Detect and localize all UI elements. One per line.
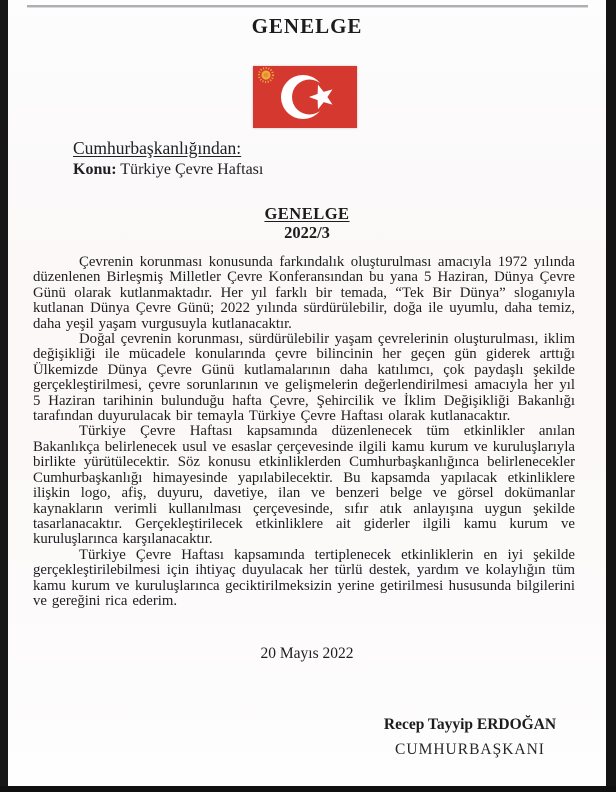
scan-border-right xyxy=(606,0,616,792)
turkish-flag-icon xyxy=(253,66,357,128)
scan-border-bottom xyxy=(0,786,616,792)
paragraph-4: Türkiye Çevre Haftası kapsamında tertiplenecek etkinliklerin en iyi şekilde gerçekleştirilebilmesi için ihtiyaç duyulacak her türlü destek, yardım ve kolaylığın tüm kamu kurum ve kuruluşlarınca geciktirilmeksizin yerine getirilmesi hususunda bilgilerini ve gereğini rica ederim. xyxy=(33,546,575,609)
paragraph-2: Doğal çevrenin korunması, sürdürülebilir yaşam çevrelerinin oluşturulması, iklim değişikliği ile mücadele konularında çevre bilincinin her geçen gün giderek arttığı Ülkemizde Dünya Çevre Günü kutlamalarının daha katılımcı, çok paydaşlı şekilde gerçekleştirilmesi, çevre sorunlarının ve gelişmelerin değerlendirilmesi amacıyla her yıl 5 Haziran tarihinin bulunduğu hafta Çevre, Şehircilik ve İklim Değişikliği Bakanlığı tarafından duyurulacak bir temayla Türkiye Çevre Haftası olarak kutlanacaktır. xyxy=(33,331,575,425)
document-page xyxy=(8,0,606,786)
circular-title: GENELGE xyxy=(264,204,350,223)
paragraph-1: Çevrenin korunması konusunda farkındalık oluşturulması amacıyla 1972 yılında düzenlenen Birleşmiş Milletler Çevre Konferansından bu yana 5 Haziran, Dünya Çevre Günü olarak kutlanmaktadır. Her yıl farklı bir temada, “Tek Bir Dünya” sloganıyla kutlanan Dünya Çevre Günü; 2022 yılında sürdürülebilir, doğa ile uyumlu, daha temiz, daha yeşil yaşam vurgusuyla kutlanacaktır. xyxy=(33,254,575,332)
circular-body xyxy=(33,255,575,609)
subject-value: Türkiye Çevre Haftası xyxy=(120,161,264,178)
paragraph-3: Türkiye Çevre Haftası kapsamında düzenlenecek tüm etkinlikler anılan Bakanlıkça belirlenecek usul ve esaslar çerçevesinde ilgili kamu kurum ve kuruluşlarıyla birlikte yürütülecektir. Söz konusu etkinliklerden Cumhurbaşkanlığınca belirlenecekler Cumhurbaşkanlığı himayesinde yapılabilecektir. Bu kapsamda yapılacak etkinliklere ilişkin logo, afiş, duyuru, davetiye, ilan ve benzeri belge ve görsel dokümanlar kaynakların verimli kullanılması çerçevesinde, sıfır atık anlayışına uygun şekilde tasarlanacaktır. Gerçekleştirilecek etkinliklere ait giderler ilgili kamu kurum ve kuruluşlarınca karşılanacaktır. xyxy=(33,423,575,548)
circular-number: 2022/3 xyxy=(284,223,330,242)
turkish-presidential-flag-image xyxy=(253,66,357,128)
scan-border-left xyxy=(0,0,8,792)
subject-label: Konu: xyxy=(73,161,117,178)
document-date: 20 Mayıs 2022 xyxy=(260,645,354,662)
page-title: GENELGE xyxy=(251,14,363,38)
signatory-title: CUMHURBAŞKANI xyxy=(395,741,545,758)
signatory-name: Recep Tayyip ERDOĞAN xyxy=(383,716,557,733)
subject-line xyxy=(73,161,263,179)
signature-block xyxy=(370,716,570,759)
issuer-line: Cumhurbaşkanlığından: xyxy=(73,138,242,158)
top-rule-line xyxy=(27,5,588,8)
